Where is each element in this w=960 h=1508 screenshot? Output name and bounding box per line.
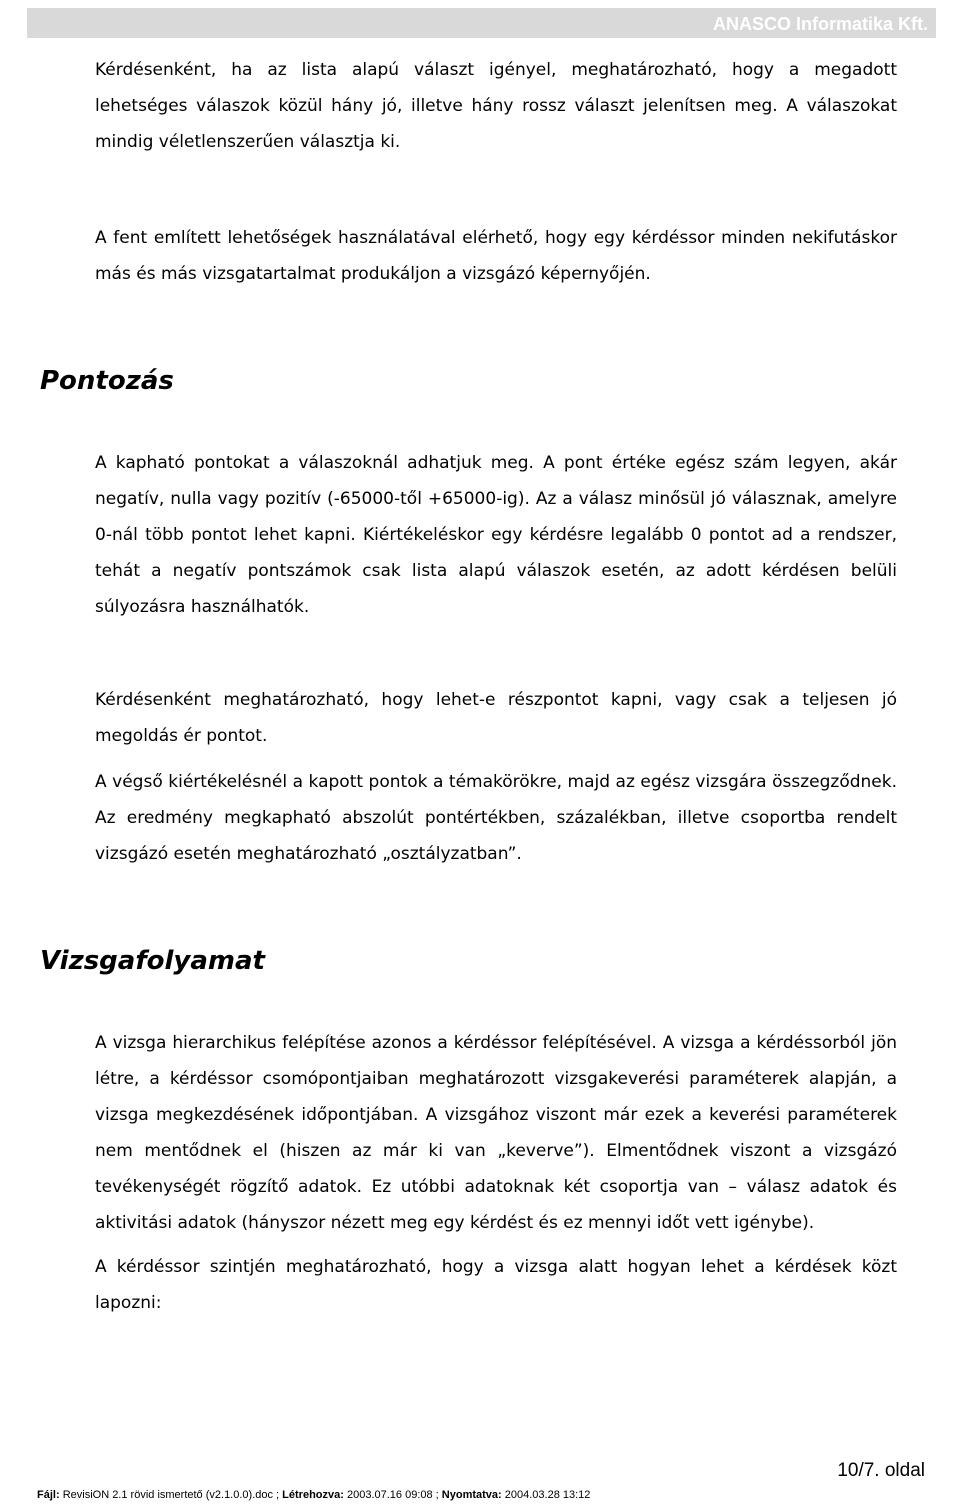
- paragraph: A kapható pontokat a válaszoknál adhatjuk meg. A pont értéke egész szám legyen, akár negatív, nulla vagy pozitív (-65000-től +65000-ig). Az a válasz minősül jó válasznak, amelyre 0-nál több pontot lehet kapni. Kiértékeléskor egy kérdésre legalább 0 pontot ad a rendszer, tehát a negatív pontszámok csak lista alapú válaszok esetén, az adott kérdésen belüli súlyozásra használhatók.: [95, 453, 897, 617]
- footer-printed-value: 2004.03.28 13:12: [504, 1489, 591, 1501]
- header-bar: [27, 8, 936, 38]
- company-name: ANASCO Informatika Kft.: [712, 14, 928, 34]
- paragraph: A kérdéssor szintjén meghatározható, hogy a vizsga alatt hogyan lehet a kérdések közt lapozni:: [95, 1257, 897, 1313]
- footer-created-label: Létrehozva:: [282, 1489, 344, 1501]
- footer-separator: ;: [273, 1489, 283, 1501]
- page-number: 10/7. oldal: [837, 1460, 925, 1481]
- footer-printed-label: Nyomtatva:: [441, 1489, 502, 1501]
- footer-created-value: 2003.07.16 09:08: [346, 1489, 433, 1501]
- footer-separator: ;: [432, 1489, 442, 1501]
- paragraph: A vizsga hierarchikus felépítése azonos a kérdéssor felépítésével. A vizsga a kérdéssorból jön létre, a kérdéssor csomópontjaiban meghatározott vizsgakeverési paraméterek alapján, a vizsga megkezdésének időpontjában. A vizsgához viszont már ezek a keverési paraméterek nem mentődnek el (hiszen az már ki van „keverve”). Elmentődnek viszont a vizsgázó tevékenységét rögzítő adatok. Ez utóbbi adatoknak két csoportja van – válasz adatok és aktivitási adatok (hányszor nézett meg egy kérdést és ez mennyi időt vett igénybe).: [95, 1033, 897, 1233]
- section-heading: Vizsgafolyamat: [40, 946, 265, 976]
- footer: [37, 1489, 590, 1501]
- paragraph: Kérdésenként meghatározható, hogy lehet-e részpontot kapni, vagy csak a teljesen jó megoldás ér pontot.: [95, 690, 897, 746]
- footer-file-value: RevisiON 2.1 rövid ismertető (v2.1.0.0).doc: [62, 1489, 273, 1501]
- paragraph: Kérdésenként, ha az lista alapú választ igényel, meghatározható, hogy a megadott lehetséges válaszok közül hány jó, illetve hány rossz választ jelenítsen meg. A válaszokat mindig véletlenszerűen választja ki.: [95, 60, 897, 152]
- paragraph: A fent említett lehetőségek használatával elérhető, hogy egy kérdéssor minden nekifutáskor más és más vizsgatartalmat produkáljon a vizsgázó képernyőjén.: [95, 228, 897, 284]
- section-heading: Pontozás: [40, 366, 174, 396]
- paragraph: A végső kiértékelésnél a kapott pontok a témakörökre, majd az egész vizsgára összegződnek. Az eredmény megkapható abszolút pontértékben, százalékban, illetve csoportba rendelt vizsgázó esetén meghatározható „osztályzatban”.: [95, 772, 897, 864]
- footer-file-label: Fájl:: [37, 1489, 60, 1501]
